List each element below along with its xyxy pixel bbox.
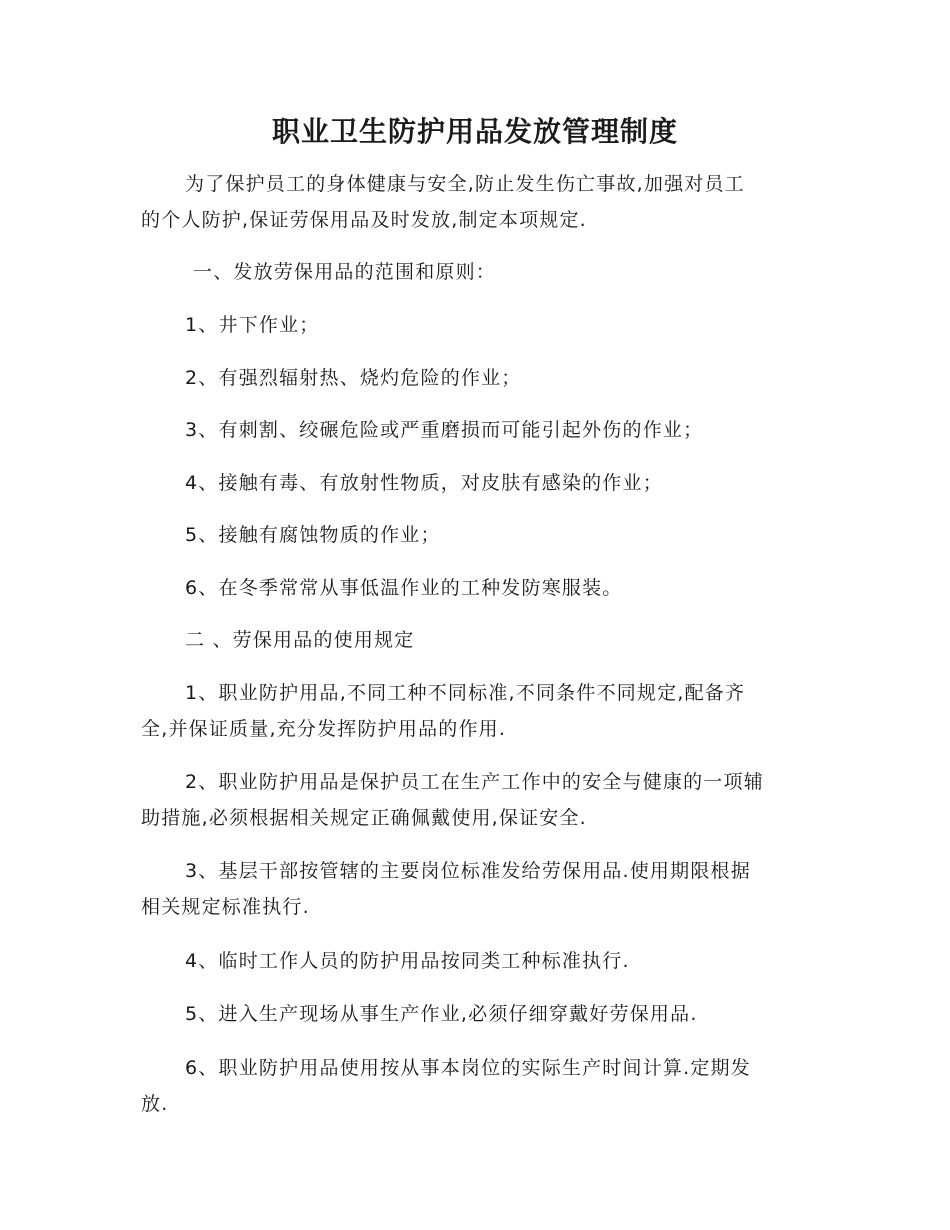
section-1-item-6: 6、在冬季常常从事低温作业的工种发防寒服装。 (185, 577, 623, 599)
section-2-item-2: 2、职业防护用品是保护员工在生产工作中的安全与健康的一项辅 助措施,必须根据相关规定正确佩戴使用,保证安全. (141, 771, 764, 829)
section-1-item-2: 2、有强烈辐射热、烧灼危险的作业； (185, 367, 522, 389)
section-2-item-4: 4、临时工作人员的防护用品按同类工种标准执行. (185, 950, 630, 972)
intro-paragraph (141, 166, 811, 238)
intro-line-2: 的个人防护,保证劳保用品及时发放,制定本项规定. (141, 209, 587, 231)
section-1-item-3: 3、有刺割、绞碾危险或严重磨损而可能引起外伤的作业； (185, 419, 704, 441)
section-1-item-4: 4、接触有毒、有放射性物质，对皮肤有感染的作业； (185, 472, 663, 494)
section-2-item-6: 6、职业防护用品使用按从事本岗位的实际生产时间计算.定期发 放. (141, 1057, 751, 1115)
section-2-item-1: 1、职业防护用品,不同工种不同标准,不同条件不同规定,配备齐 全,并保证质量,充分发挥防护用品的作用. (141, 682, 746, 740)
section-2-item-5: 5、进入生产现场从事生产作业,必须仔细穿戴好劳保用品. (185, 1003, 698, 1025)
section-1-item-1: 1、井下作业； (185, 314, 320, 336)
intro-line-1: 为了保护员工的身体健康与安全,防止发生伤亡事故,加强对员工 (185, 173, 745, 195)
section-1-item-5: 5、接触有腐蚀物质的作业； (185, 524, 441, 546)
section-2-item-3: 3、基层干部按管辖的主要岗位标准发给劳保用品.使用期限根据 相关规定标准执行. (141, 860, 751, 918)
section-1-heading: 一、发放劳保用品的范围和原则： (193, 261, 497, 283)
section-2-heading: 二 、劳保用品的使用规定 (185, 629, 415, 651)
document-title: 职业卫生防护用品发放管理制度 (271, 115, 678, 148)
